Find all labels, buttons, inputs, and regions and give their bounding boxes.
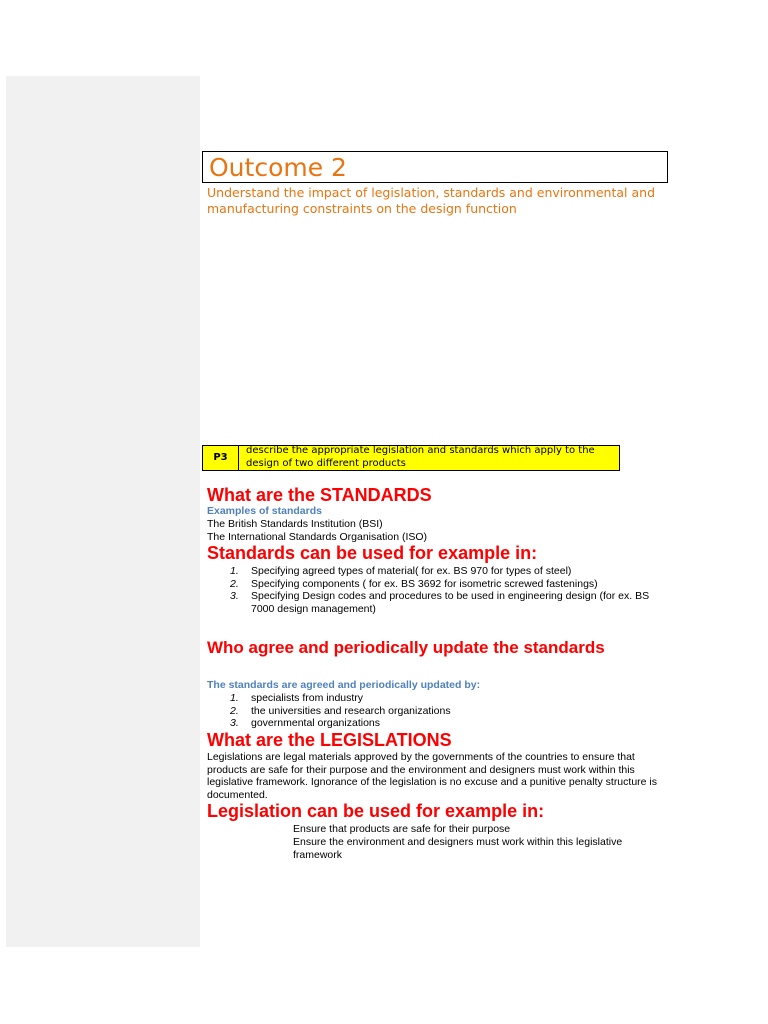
list-item-text: governmental organizations	[251, 717, 380, 729]
list-item-text: Specifying components ( for ex. BS 3692 for isometric screwed fastenings)	[251, 577, 598, 590]
standards-who-list	[230, 692, 655, 730]
document-sidebar	[6, 76, 200, 947]
legislations-use-framework: Ensure the environment and designers must work within this legislative framework	[293, 836, 623, 861]
list-number: 1.	[230, 565, 239, 577]
list-number: 3.	[230, 717, 239, 729]
criterion-code: P3	[203, 446, 239, 470]
list-item-text: Specifying agreed types of material( for ex. BS 970 for types of steel)	[251, 565, 572, 577]
legislations-use-safety: Ensure that products are safe for their purpose	[293, 823, 511, 835]
list-number: 1.	[230, 692, 239, 704]
list-item-text: Specifying Design codes and procedures to be used in engineering design (for ex. BS 7000 design management)	[251, 590, 650, 615]
outcome-title: Outcome 2	[209, 153, 347, 182]
list-item	[230, 590, 655, 615]
legislations-uses-heading: Legislation can be used for example in:	[207, 801, 545, 821]
list-item	[230, 705, 655, 718]
standards-examples-label: Examples of standards	[207, 505, 322, 517]
list-item	[230, 578, 655, 591]
list-item-text: the universities and research organizations	[251, 704, 451, 717]
list-item-text: specialists from industry	[251, 692, 364, 704]
outcome-title-box	[202, 151, 668, 183]
list-number: 3.	[230, 590, 239, 602]
legislations-definition: Legislations are legal materials approved by the governments of the countries to ensure that products are safe for their purpose and the environment and designers must work within this legislative framework. Ignorance of the legislation is no excuse and a punitive penalty structure is documented.	[207, 751, 657, 801]
criterion-text: describe the appropriate legislation and standards which apply to the design of two different products	[246, 445, 595, 469]
standards-who-heading: Who agree and periodically update the standards	[207, 638, 605, 657]
outcome-subtitle: Understand the impact of legislation, standards and environmental and manufacturing constraints on the design function	[207, 185, 655, 216]
list-item	[230, 717, 655, 730]
legislations-heading: What are the LEGISLATIONS	[207, 730, 452, 750]
list-number: 2.	[230, 577, 239, 590]
standards-example-iso: The International Standards Organisation (ISO)	[207, 531, 428, 543]
document-page	[200, 76, 768, 976]
standards-example-bsi: The British Standards Institution (BSI)	[207, 518, 383, 530]
standards-who-label: The standards are agreed and periodically updated by:	[207, 679, 481, 691]
criterion-box	[202, 445, 620, 471]
standards-heading: What are the STANDARDS	[207, 485, 432, 505]
standards-uses-heading: Standards can be used for example in:	[207, 543, 538, 563]
list-item	[230, 565, 655, 578]
standards-uses-list	[230, 565, 655, 615]
list-number: 2.	[230, 704, 239, 717]
list-item	[230, 692, 655, 705]
